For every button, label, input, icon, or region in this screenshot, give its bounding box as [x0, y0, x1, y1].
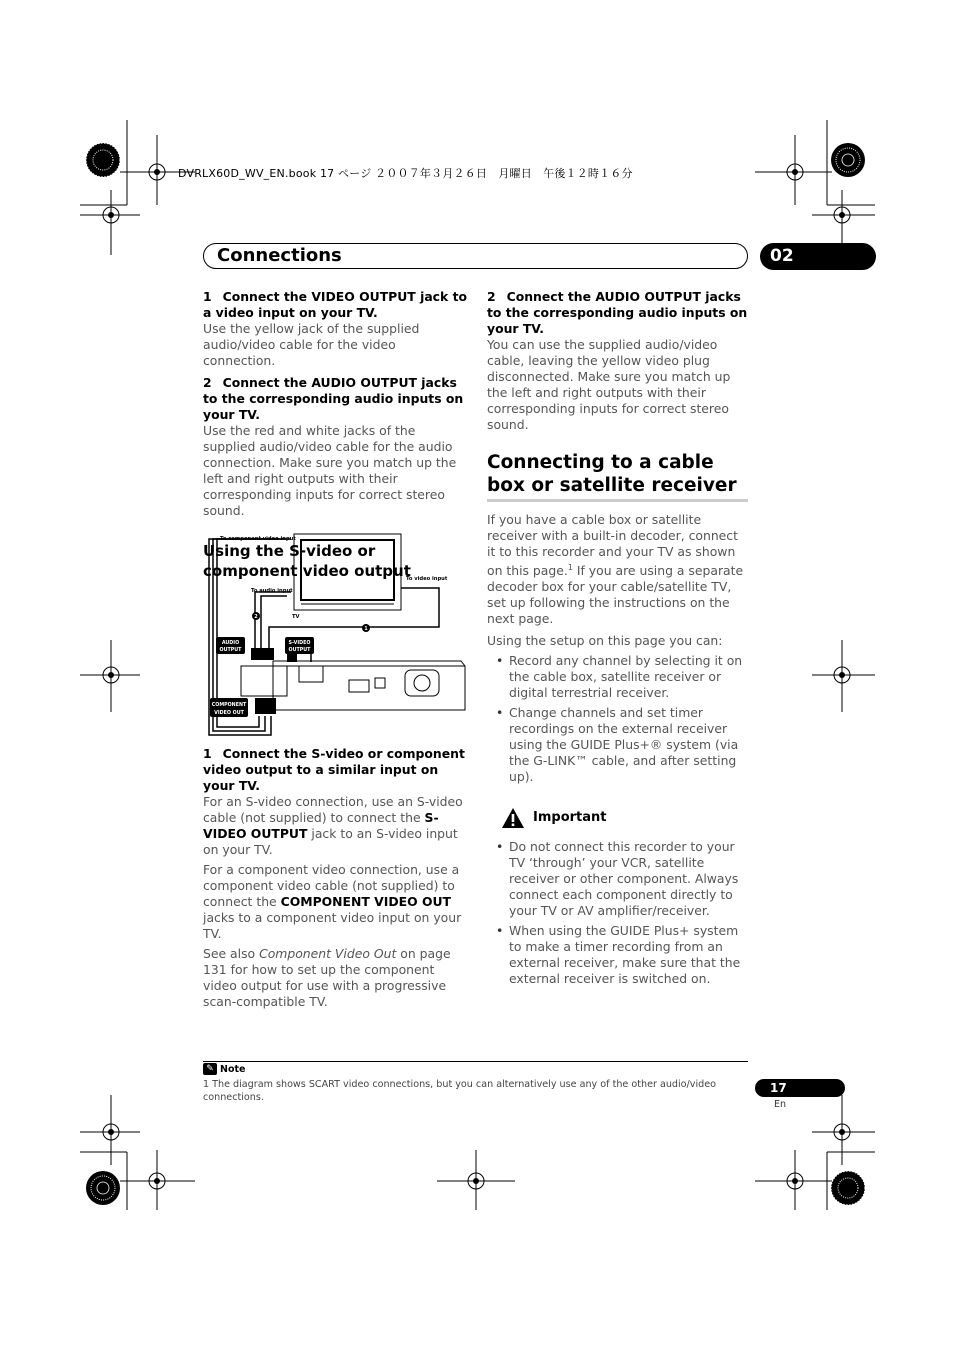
important-list [487, 839, 748, 987]
paragraph-see-also: See also Component Video Out on page 131 for how to set up the component video output for use with a progressive scan-compatible TV. [203, 946, 451, 1009]
page-language: En [774, 1099, 787, 1110]
left-column-lower [203, 746, 468, 1014]
section-heading: Connecting to a cable box or satellite receiver [487, 451, 748, 502]
right-column [487, 289, 748, 993]
label-component-input: To component video input [220, 536, 296, 542]
footnote: 1 The diagram shows SCART video connections, but you can alternatively use any of the other audio/video connections. [203, 1079, 716, 1103]
label-audio-input: To audio input [251, 588, 293, 594]
step-body: You can use the supplied audio/video cable, leaving the yellow video plug disconnected. Make sure you match up the left and right outputs with their corresponding inputs for correct stereo sound. [487, 337, 731, 432]
step-heading: 1 Connect the S-video or component video output to a similar input on your TV. [203, 746, 465, 793]
list-item: • Record any channel by selecting it on the cable box, satellite receiver or digital terrestrial receiver. [487, 653, 748, 701]
chapter-title: Connections [217, 245, 342, 266]
feature-list [487, 653, 748, 785]
label-audio-output-2: OUTPUT [219, 648, 242, 653]
callout-2: 2 [254, 614, 258, 620]
step-body: Use the yellow jack of the supplied audio/video cable for the video connection. [203, 321, 420, 368]
label-component-output: COMPONENT [211, 703, 247, 708]
label-svideo-output: S-VIDEO [288, 641, 311, 646]
label-component-output-2: VIDEO OUT [214, 711, 244, 716]
callout-1: 1 [364, 626, 368, 632]
paragraph-svideo: For an S-video connection, use an S-video cable (not supplied) to connect the S-VIDEO OUTPUT jack to an S-video input on your TV. [203, 794, 463, 857]
step-heading: 1 Connect the VIDEO OUTPUT jack to a video input on your TV. [203, 289, 468, 320]
warning-icon [501, 807, 525, 829]
label-svideo-output-2: OUTPUT [288, 648, 311, 653]
chapter-number-badge: 02 [760, 243, 876, 270]
print-header: DVRLX60D_WV_EN.book 17 ページ ２００７年３月２６日 月曜日 午後１２時１６分 [178, 167, 633, 180]
list-item: • Do not connect this recorder to your TV ‘through’ your VCR, satellite receiver or other component. Always connect each component directly to your TV or AV amplifier/receiver. [487, 839, 748, 919]
label-tv: TV [292, 614, 300, 620]
subheading: Using the S-video or component video output [203, 542, 411, 580]
paragraph-component: For a component video connection, use a component video cable (not supplied) to connect the COMPONENT VIDEO OUT jacks to a component video input on your TV. [203, 862, 462, 941]
label-video-input: To video input [406, 576, 448, 582]
step-heading: 2 Connect the AUDIO OUTPUT jacks to the corresponding audio inputs on your TV. [203, 375, 464, 422]
page-number: 17 [755, 1079, 845, 1097]
note-divider [203, 1061, 748, 1062]
intro-paragraph: If you have a cable box or satellite receiver with a built-in decoder, connect it to this recorder and your TV as shown on this page.$^1$ If you are using a separate decoder box for your cable/satellite TV, set up following the instructions on the next page. [487, 512, 744, 627]
list-item: • Change channels and set timer recordings on the external receiver using the GUIDE Plus+® system (via the G-LINK™ cable, and after setting up). [487, 705, 748, 785]
step-heading: 2 Connect the AUDIO OUTPUT jacks to the corresponding audio inputs on your TV. [487, 289, 748, 336]
important-heading: Important [501, 807, 748, 829]
step-body: Use the red and white jacks of the supplied audio/video cable for the audio connection. Make sure you match up the left and right outputs with their corresponding inputs for correct stereo sound. [203, 423, 457, 518]
setup-lead: Using the setup on this page you can: [487, 633, 723, 649]
note-label: ✎ Note [203, 1063, 245, 1075]
label-audio-output: AUDIO [221, 641, 240, 646]
list-item: • When using the GUIDE Plus+ system to make a timer recording from an external receiver, make sure that the external receiver is switched on. [487, 923, 748, 987]
tv-body [294, 534, 401, 610]
connection-diagram [203, 530, 468, 745]
pencil-note-icon: ✎ [203, 1063, 217, 1075]
